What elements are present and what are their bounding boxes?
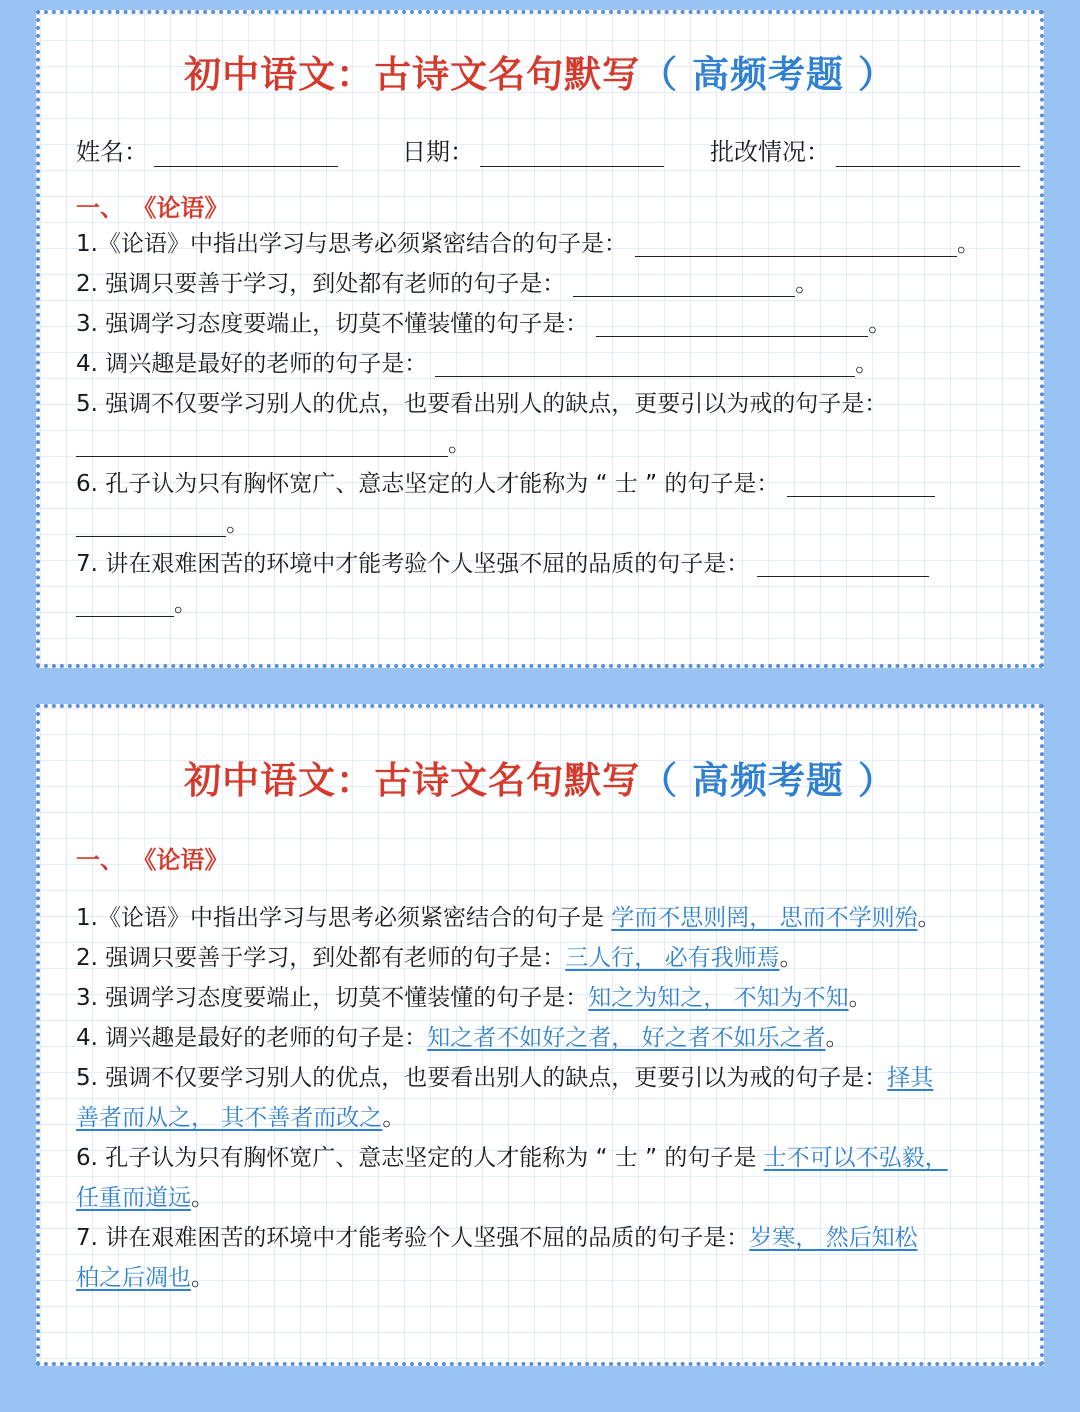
answer-row-4	[76, 1018, 1014, 1058]
period: 。	[848, 985, 872, 1011]
review-field[interactable]	[710, 132, 1020, 167]
question-6	[76, 464, 1014, 504]
question-6-cont	[76, 504, 1014, 544]
period: 。	[191, 1185, 214, 1211]
answer-key-title	[40, 750, 1040, 804]
name-label: 姓名：	[76, 138, 148, 166]
answer-blank[interactable]	[76, 592, 174, 617]
title-tag: （ 高频考题 ）	[640, 53, 896, 96]
answer-text: 择其	[887, 1065, 934, 1091]
answer-text: 知之为知之， 不知为不知	[588, 985, 849, 1011]
answer-row-3	[76, 978, 1014, 1018]
question-2	[76, 264, 1014, 304]
period: 。	[825, 1025, 849, 1051]
name-field[interactable]	[76, 132, 338, 167]
answer-text: 三人行， 必有我师焉	[565, 945, 780, 971]
question-text: 4. 调兴趣是最好的老师的句子是：	[76, 351, 428, 377]
answer-blank[interactable]	[596, 312, 868, 337]
period: 。	[174, 591, 197, 617]
question-text: 1.《论语》中指出学习与思考必须紧密结合的句子是	[76, 905, 604, 931]
answer-text: 任重而道远	[76, 1185, 191, 1211]
period: 。	[868, 311, 892, 337]
answer-text: 岁寒， 然后知松	[749, 1225, 918, 1251]
answer-blank[interactable]	[76, 512, 226, 537]
question-3	[76, 304, 1014, 344]
question-1	[76, 224, 1014, 264]
question-text: 5. 强调不仅要学习别人的优点，也要看出别人的缺点，更要引以为戒的句子是：	[76, 1065, 888, 1091]
question-7-cont	[76, 584, 1014, 624]
answer-text: 学而不思则罔， 思而不学则殆	[611, 905, 918, 931]
period: 。	[795, 271, 819, 297]
answer-text: 善者而从之， 其不善者而改之	[76, 1105, 383, 1131]
answer-row-5-cont	[76, 1098, 1014, 1138]
question-5	[76, 384, 1014, 424]
name-blank[interactable]	[154, 138, 338, 167]
title-main: 初中语文：古诗文名句默写	[184, 53, 641, 96]
answer-blank[interactable]	[787, 472, 935, 497]
answer-row-5	[76, 1058, 1014, 1098]
question-list	[76, 224, 1014, 624]
section-heading: 一、 《论语》	[76, 194, 229, 222]
answer-row-7	[76, 1218, 1014, 1258]
section-heading: 一、 《论语》	[76, 846, 229, 874]
answer-text: 士不可以不弘毅，	[763, 1145, 948, 1171]
question-text: 7. 讲在艰难困苦的环境中才能考验个人坚强不屈的品质的句子是：	[76, 1225, 750, 1251]
answer-blank[interactable]	[573, 272, 795, 297]
date-label: 日期：	[402, 138, 474, 166]
question-4	[76, 344, 1014, 384]
period: 。	[448, 431, 471, 457]
question-text: 6. 孔子认为只有胸怀宽广、意志坚定的人才能称为 “ 士 ” 的句子是：	[76, 471, 780, 497]
answer-text: 柏之后凋也	[76, 1265, 191, 1291]
title-main: 初中语文：古诗文名句默写	[184, 759, 641, 802]
question-text: 5. 强调不仅要学习别人的优点，也要看出别人的缺点，更要引以为戒的句子是：	[76, 391, 888, 417]
period: 。	[917, 905, 941, 931]
question-text: 7. 讲在艰难困苦的环境中才能考验个人坚强不屈的品质的句子是：	[76, 551, 750, 577]
answer-row-6	[76, 1138, 1014, 1178]
period: 。	[382, 1105, 406, 1131]
period: 。	[779, 945, 803, 971]
answer-text: 知之者不如好之者， 好之者不如乐之者	[427, 1025, 826, 1051]
question-5-cont	[76, 424, 1014, 464]
question-text: 3. 强调学习态度要端止，切莫不懂装懂的句子是：	[76, 311, 589, 337]
question-text: 2. 强调只要善于学习，到处都有老师的句子是：	[76, 271, 566, 297]
answer-row-2	[76, 938, 1014, 978]
question-text: 4. 调兴趣是最好的老师的句子是：	[76, 1025, 428, 1051]
answer-blank[interactable]	[435, 352, 855, 377]
question-text: 3. 强调学习态度要端止，切莫不懂装懂的句子是：	[76, 985, 589, 1011]
question-7	[76, 544, 1014, 584]
question-text: 2. 强调只要善于学习，到处都有老师的句子是：	[76, 945, 566, 971]
answer-row-6-cont	[76, 1178, 1014, 1218]
question-text: 1.《论语》中指出学习与思考必须紧密结合的句子是：	[76, 231, 627, 257]
review-label: 批改情况：	[710, 138, 830, 166]
answer-list	[76, 898, 1014, 1298]
answer-key-card	[36, 704, 1044, 1366]
question-text: 6. 孔子认为只有胸怀宽广、意志坚定的人才能称为 “ 士 ” 的句子是	[76, 1145, 757, 1171]
answer-blank[interactable]	[757, 552, 929, 577]
answer-row-7-cont	[76, 1258, 1014, 1298]
period: 。	[226, 511, 249, 537]
worksheet-title	[40, 44, 1040, 98]
period: 。	[855, 351, 879, 377]
worksheet-card	[36, 10, 1044, 668]
review-blank[interactable]	[836, 138, 1020, 167]
date-field[interactable]	[402, 132, 664, 167]
title-tag: （ 高频考题 ）	[640, 759, 896, 802]
period: 。	[191, 1265, 214, 1291]
answer-row-1	[76, 898, 1014, 938]
answer-blank[interactable]	[635, 232, 957, 257]
date-blank[interactable]	[480, 138, 664, 167]
answer-blank[interactable]	[76, 432, 448, 457]
period: 。	[956, 231, 980, 257]
